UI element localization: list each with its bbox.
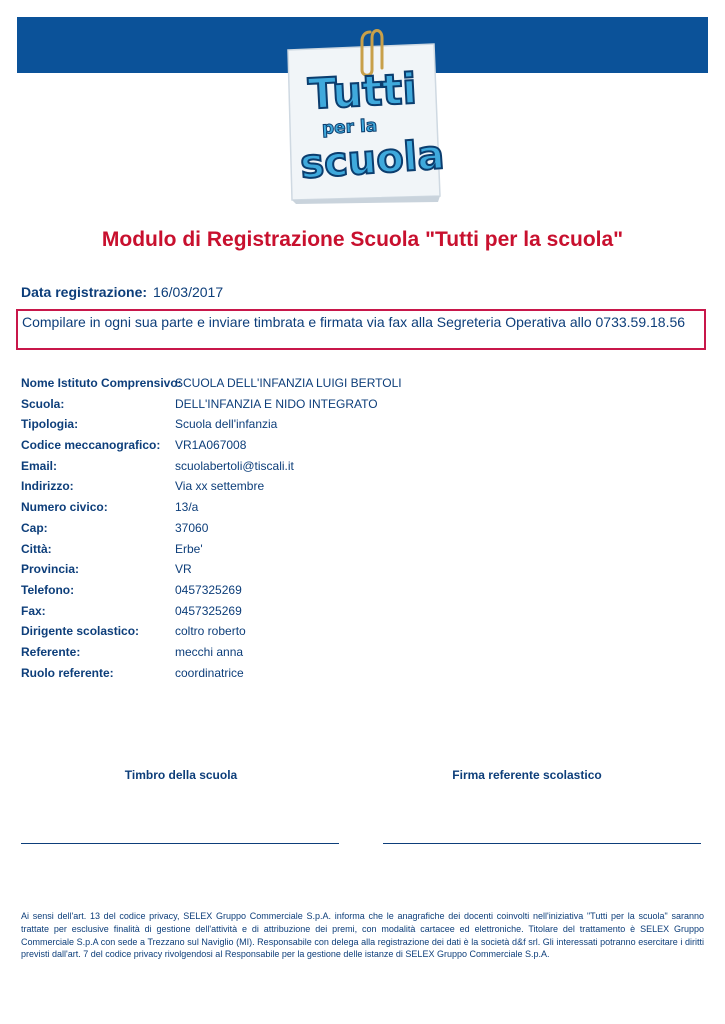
signature-line: [383, 843, 701, 844]
field-label: Provincia:: [21, 562, 80, 577]
field-row: [21, 580, 701, 601]
field-label: Fax:: [21, 603, 46, 618]
stamp-line: [21, 843, 339, 844]
field-value: Via xx settembre: [175, 479, 265, 494]
registration-date-value: 16/03/2017: [153, 284, 224, 300]
field-value: DELL'INFANZIA E NIDO INTEGRATO: [175, 396, 378, 411]
field-row: [21, 414, 701, 435]
field-row: [21, 394, 701, 415]
svg-text:per la: per la: [321, 116, 378, 139]
field-row: [21, 518, 701, 539]
field-value: coordinatrice: [175, 665, 244, 680]
field-label: Tipologia:: [21, 417, 79, 432]
registration-date-label: Data registrazione:: [21, 284, 148, 300]
field-row: [21, 621, 701, 642]
field-value: SCUOLA DELL'INFANZIA LUIGI BERTOLI: [175, 376, 402, 390]
field-value: scuolabertoli@tiscali.it: [175, 458, 294, 473]
field-label: Indirizzo:: [21, 479, 74, 494]
stamp-label: Timbro della scuola: [124, 768, 238, 782]
field-label: Codice meccanografico:: [21, 438, 161, 453]
field-row: [21, 559, 701, 580]
school-details: [21, 373, 701, 683]
field-row: [21, 642, 701, 663]
field-label: Cap:: [21, 520, 48, 535]
field-label: Numero civico:: [21, 500, 108, 515]
field-value: VR1A067008: [175, 438, 247, 453]
field-row: [21, 539, 701, 560]
field-value: Scuola dell'infanzia: [175, 417, 278, 432]
field-row: [21, 373, 701, 394]
field-label: Scuola:: [21, 396, 65, 411]
field-label: Nome Istituto Comprensivo:: [21, 376, 182, 390]
svg-text:scuola: scuola: [298, 132, 446, 188]
field-label: Dirigente scolastico:: [21, 624, 140, 639]
field-value: 0457325269: [175, 603, 242, 618]
field-label: Città:: [21, 541, 52, 556]
field-row: [21, 476, 701, 497]
tutti-per-la-scuola-logo: [278, 28, 448, 204]
signature-label: Firma referente scolastico: [452, 768, 602, 782]
svg-text:Tutti: Tutti: [306, 63, 418, 119]
instructions-notice: Compilare in ogni sua parte e inviare timbrata e firmata via fax alla Segreteria Operativa allo 0733.59.18.56: [16, 309, 706, 350]
field-label: Referente:: [21, 644, 81, 659]
field-value: Erbe': [175, 541, 203, 556]
field-value: 0457325269: [175, 582, 242, 597]
field-value: VR: [175, 562, 192, 577]
field-value: mecchi anna: [175, 644, 244, 659]
privacy-notice: Ai sensi dell'art. 13 del codice privacy, SELEX Gruppo Commerciale S.p.A. informa che le anagrafiche dei docenti coinvolti nell'iniziativa "Tutti per la scuola" saranno trattate per esclusive finalità di gestione dell'attività e di attribuzione dei premi, con modalità cartacee ed elettroniche. Titolare del trattamento è SELEX Gruppo Commerciale S.p.A con sede a Trezzano sul Naviglio (MI). Responsabile con delega alla registrazione dei dati è la società d&f srl. Gli interessati potranno esercitare i diritti previsti dall'art. 7 del codice privacy rivolgendosi al Responsabile per la gestione delle istanze di SELEX Gruppo Commerciale S.p.A.: [21, 911, 704, 960]
field-label: Email:: [21, 458, 58, 473]
page-title: Modulo di Registrazione Scuola "Tutti per la scuola": [101, 228, 624, 251]
field-label: Telefono:: [21, 582, 75, 597]
field-row: [21, 663, 701, 684]
field-row: [21, 601, 701, 622]
registration-date: [21, 284, 223, 300]
field-value: coltro roberto: [175, 624, 246, 639]
field-value: 13/a: [175, 500, 199, 515]
field-row: [21, 435, 701, 456]
field-value: 37060: [175, 520, 209, 535]
field-label: Ruolo referente:: [21, 665, 114, 680]
field-row: [21, 456, 701, 477]
field-row: [21, 497, 701, 518]
